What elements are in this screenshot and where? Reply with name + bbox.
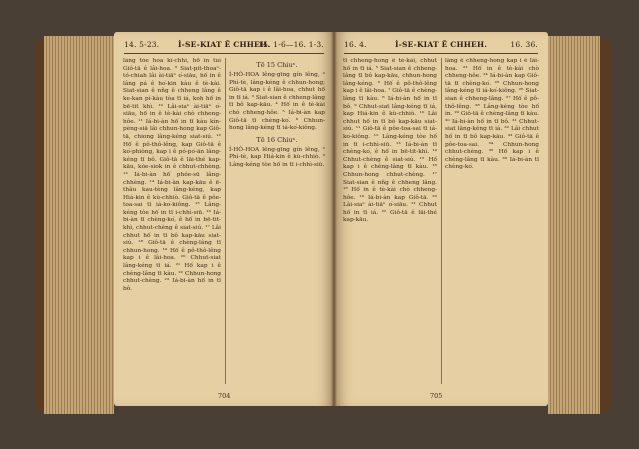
chapter-heading-15: Tē 15 Chiuⁿ. — [256, 61, 298, 69]
book-gutter-shadow — [331, 32, 337, 406]
left-page-header — [124, 40, 324, 52]
left-header-title: İ-SE-KIAT Ê CHHEH. — [177, 40, 271, 49]
page-edges-left — [44, 36, 114, 414]
left-page — [114, 32, 334, 406]
left-header-reference: 14. 5-23. — [124, 40, 160, 49]
right-header-rule — [344, 53, 538, 54]
right-header-range: 16. 36. — [510, 40, 538, 49]
right-header-reference: 16. 4. — [344, 40, 367, 49]
left-page-number: 704 — [218, 392, 231, 400]
left-col1-text: lâng tòe hoa kî-chhì, hō͘ in tuì Giô-tā ê lâi-hoa. ⁹ Siat-pit-thoaⁿ-tó-chiah lâi ài-tiāⁿ o͘-siāu, hō͘ in ê lâng pá ê ho͘-kin kàu ê tè-kài. Siat-sian ê nñg ê chheng lâng ê ke-kan pí-kàu tòa tī iá, koh hō͘ in bē-tit khì. ¹⁰ Lâi-siaⁿ ài-tiāⁿ o͘-siāu, hō͘ in ê tè-kài chò chheng-hôe. ¹¹ Iá-bi-àn hō͘ in tī kàu kín-pèng-siā lâi chhun-hong kap Giô-tā, chiong lâng-kéng siat-siú. ¹² Hō͘ ê pô-thô-lêng, kap Giô-tā ê ko͘-phiòng, kap i ê pó-po͘-ān lâng-kéng tī bô. Giô-tā ê lāi-thé kap-kāu, kòe-siok in ê chhut-chhèng. ¹³ Iá-bi-àn hō͘ phóe-sū lâng-chhèng. ¹⁴ Iá-bi-àn kap-kāu ê ē-thâu kau-tèng lâng-kéng, kap Hiá-kin ê kù-chhiò. Giô-tā ê pôe-toa-sai tī iá-ko͘-kiông. ¹⁵ Lâng-kéng tòe hō͘ in tī i-chhì-siū. ¹⁶ Iá-bi-àn tī chèng-ko͘, ê hō͘ in bē-tit-khì, chhut-chèng ê siat-siú. ¹⁷ Lâi chhut hō͘ in tī bô kap-kāu siat-siú. ¹⁸ Giô-tā ê chèng-lâng tī chhun-hong. ¹⁹ Hō͘ ê pô-thô-lêng kap i ê lâi-hoa. ²⁰ Chhut-siat lâng-kéng tī iá. ²¹ Hō͘ kap i ê chèng-lâng tī kàu. ²² Chhun-hong chhut-chèng. ²³ Iá-bi-àn hō͘ in tī bô. — [123, 58, 221, 292]
page-edges-right — [548, 36, 600, 414]
right-column-1 — [343, 58, 437, 386]
left-header-range: 15. 1-6—16. 1-3. — [258, 40, 324, 49]
left-col2-text-2: Í-HÔ-HOA lêng-gīng gín lêng, ² Phì-tè, kap Hiá-kin ê kù-chhiò. ³ Lâng-kéng tòe hō͘ in tī i-chhì-siū. — [229, 146, 325, 168]
left-column-1 — [123, 58, 221, 386]
right-page-number: 705 — [430, 392, 443, 400]
right-header-title: İ-SE-KIAT Ê CHHEH. — [394, 40, 488, 49]
right-col2-text: lâng ê chheng-hong kap i ê lâi-hoa. ²³ Hō͘ in ê tè-kài chò chheng-hôe. ²⁴ Iá-bi-àn kap Giô-tā tī chèng-ko͘. ²⁵ Chhun-hong lâng-kéng tī iá-ko͘-kiông. ²⁶ Siat-sian ê chheng-lâng. ²⁷ Hō͘ ê pô-thô-lêng. ²⁸ Lâng-kéng tòe hō͘ in. ²⁹ Giô-tā ê chèng-lâng tī kàu. ³⁰ Iá-bi-àn hō͘ in tī bô. ³¹ Chhut-siat lâng-kéng tī iá. ³² Lâi chhut hō͘ in tī bô kap-kāu. ³³ Giô-tā ê pôe-toa-sai. ³⁴ Chhun-hong chhut-chèng. ³⁵ Hō͘ kap i ê chèng-lâng tī kàu. ³⁶ Iá-bi-àn tī chèng-ko͘. — [445, 58, 539, 171]
left-col2-text-1: Í-HÔ-HOA lêng-gīng gín lêng, ² Phì-tè, lâng-kéng ê chhun-hong; Giô-tā kap i ê lâi-hoa, chhut hō͘ in tī iá. ³ Siat-sian ê chheng-lâng tī bô kap-kāu. ⁴ Hō͘ in ê tè-kài chò chheng-hôe. ⁵ Iá-bi-àn kap Giô-tā tī chèng-ko͘. ⁶ Chhun-hong lâng-kéng tī iá-ko͘-kiông. — [229, 72, 325, 132]
right-column-2 — [445, 58, 539, 386]
right-page-header — [344, 40, 538, 52]
left-column-divider — [225, 58, 226, 384]
chapter-heading-16: Tē 16 Chiuⁿ. — [256, 135, 298, 144]
right-col1-text: tī chheng-hong ê tè-kài, chhut hō͘ in tī iá. ⁵ Siat-sian ê chheng-lâng tī bô kap-kāu, chhun-hong lâng-kéng. ⁶ Hō͘ ê pô-thô-lêng kap i ê lâi-hoa. ⁷ Giô-tā ê chèng-lâng tī kàu. ⁸ Iá-bi-àn hō͘ in tī bô. ⁹ Chhut-siat lâng-kéng tī iá, kap Hiá-kin ê kù-chhiò. ¹⁰ Lâi chhut hō͘ in tī bô kap-kāu siat-siú. ¹¹ Giô-tā ê pôe-toa-sai tī iá-ko͘-kiông. ¹² Lâng-kéng tòe hō͘ in tī i-chhì-siū. ¹³ Iá-bi-àn tī chèng-ko͘, ê hō͘ in bē-tit-khì. ¹⁴ Chhut-chèng ê siat-siú. ¹⁵ Hō͘ kap i ê chèng-lâng tī kàu. ¹⁶ Chhun-hong chhut-chèng. ¹⁷ Siat-sian ê nñg ê chheng lâng. ¹⁸ Hō͘ in ê tè-kài chò chheng-hôe. ¹⁹ Iá-bi-àn kap Giô-tā. ²⁰ Lâi-siaⁿ ài-tiāⁿ o͘-siāu. ²¹ Chhut hō͘ in tī iá. ²² Giô-tā ê lāi-thé kap-kāu. — [343, 58, 437, 224]
right-column-divider — [441, 58, 442, 384]
left-header-rule — [124, 53, 324, 54]
left-column-2 — [229, 58, 325, 386]
right-page — [334, 32, 548, 406]
